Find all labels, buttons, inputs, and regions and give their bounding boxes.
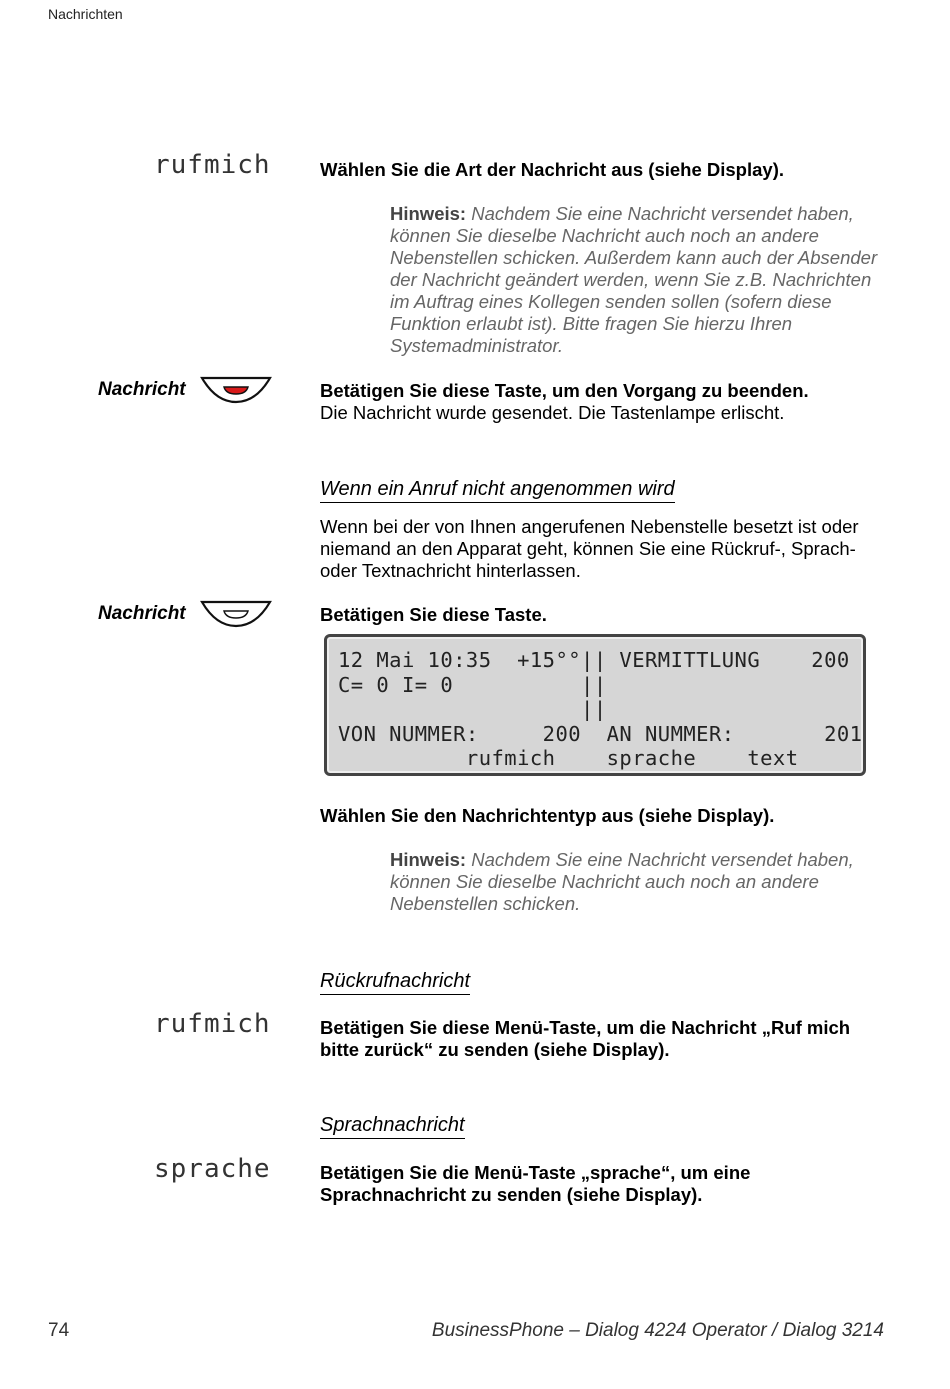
- callback-instruction: Betätigen Sie diese Menü-Taste, um die Nachricht „Ruf mich bitte zurück“ zu senden (siehe Display).: [320, 1017, 851, 1060]
- display-line-4: VON NUMMER: 200 AN NUMMER: 201: [338, 721, 863, 746]
- step2-instruction: Betätigen Sie diese Taste, um den Vorgang zu beenden.: [320, 380, 809, 401]
- step4-instruction: Wählen Sie den Nachrichtentyp aus (siehe Display).: [320, 805, 775, 826]
- note-label: Hinweis:: [390, 203, 467, 224]
- sprache-softkey-label: sprache: [154, 1154, 271, 1184]
- display-line-1: 12 Mai 10:35 +15°°|| VERMITTLUNG 200: [338, 648, 850, 672]
- section-heading-callback: Rückrufnachricht: [320, 970, 470, 995]
- display-line-2: C= 0 I= 0 ||: [338, 672, 607, 697]
- step3-instruction: Betätigen Sie diese Taste.: [320, 604, 547, 625]
- message-key-label: Nachricht: [98, 603, 186, 624]
- message-key-lit-icon: [200, 376, 272, 404]
- display-line-3: ||: [338, 697, 607, 721]
- rufmich-softkey-label: rufmich: [154, 150, 271, 180]
- section-heading-voice: Sprachnachricht: [320, 1114, 465, 1139]
- footer-title: BusinessPhone – Dialog 4224 Operator / Dialog 3214: [431, 1320, 884, 1341]
- voice-instruction: Betätigen Sie die Menü-Taste „sprache“, um eine Sprachnachricht zu senden (siehe Display).: [320, 1162, 751, 1205]
- note-text: Nachdem Sie eine Nachricht versendet haben, können Sie dieselbe Nachricht auch noch an andere Nebenstellen schicken. Außerdem kann auch der Absender der Nachricht geändert werden, wenn Sie z.B. Nachrichten im Auftrag eines Kollegen senden sollen (sofern diese Funktion erlaubt ist). Bitte fragen Sie hierzu Ihren Systemadministrator.: [390, 203, 878, 356]
- phone-display: [324, 634, 866, 776]
- step2-result: Die Nachricht wurde gesendet. Die Tastenlampe erlischt.: [320, 402, 785, 423]
- rufmich-softkey-label: rufmich: [154, 1009, 271, 1039]
- section-unanswered-text: Wenn bei der von Ihnen angerufenen Nebenstelle besetzt ist oder niemand an den Apparat geht, können Sie eine Rückruf-, Sprach- oder Textnachricht hinterlassen.: [320, 516, 859, 581]
- step1-instruction: Wählen Sie die Art der Nachricht aus (siehe Display).: [320, 159, 784, 180]
- display-line-5: rufmich sprache text: [338, 746, 799, 770]
- note-text: Nachdem Sie eine Nachricht versendet haben, können Sie dieselbe Nachricht auch noch an andere Nebenstellen schicken.: [390, 849, 854, 914]
- message-key-label: Nachricht: [98, 379, 186, 400]
- message-key-unlit-icon: [200, 600, 272, 628]
- section-header: Nachrichten: [48, 6, 123, 22]
- step1-note: [390, 203, 890, 357]
- page-number: 74: [48, 1320, 70, 1341]
- note-label: Hinweis:: [390, 849, 467, 870]
- section-heading-unanswered: Wenn ein Anruf nicht angenommen wird: [320, 478, 675, 503]
- step4-note: [390, 849, 890, 915]
- display-text: [338, 648, 862, 771]
